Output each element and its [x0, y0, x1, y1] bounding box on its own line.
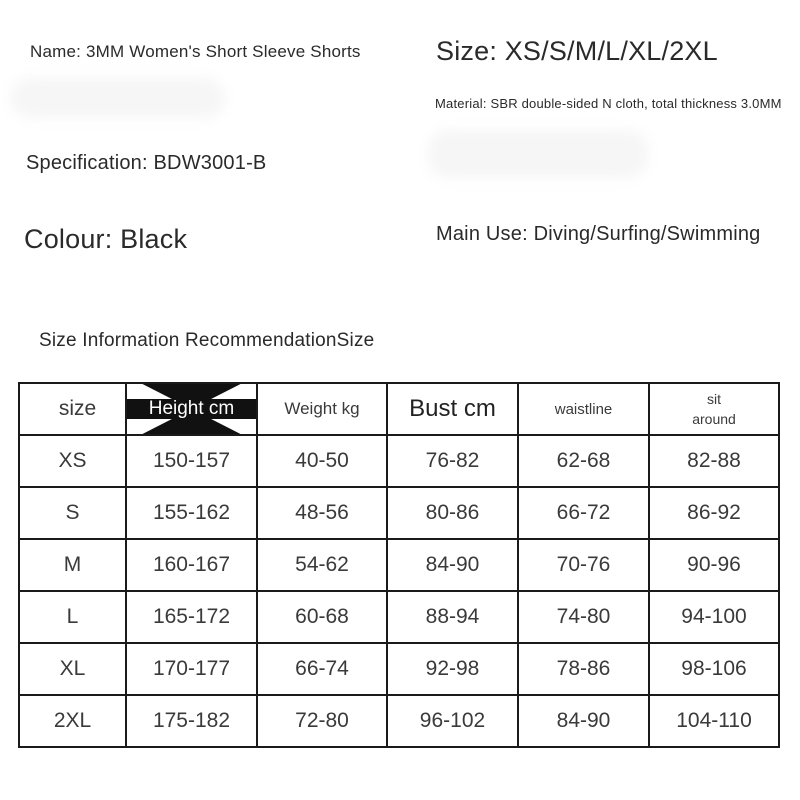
cell-size: 2XL — [19, 695, 126, 747]
cell-waistline: 78-86 — [518, 643, 649, 695]
table-header-row — [19, 383, 779, 435]
header-bust: Bust cm — [387, 383, 518, 435]
cell-bust: 84-90 — [387, 539, 518, 591]
cell-sit-around: 82-88 — [649, 435, 779, 487]
cell-bust: 80-86 — [387, 487, 518, 539]
table-row — [19, 487, 779, 539]
product-colour: Colour: Black — [24, 224, 188, 254]
cell-sit-around: 94-100 — [649, 591, 779, 643]
table-row — [19, 539, 779, 591]
cell-bust: 88-94 — [387, 591, 518, 643]
cell-height: 155-162 — [126, 487, 257, 539]
cell-sit-around: 104-110 — [649, 695, 779, 747]
cell-bust: 96-102 — [387, 695, 518, 747]
header-sit-around — [649, 383, 779, 435]
product-sizes: Size: XS/S/M/L/XL/2XL — [436, 36, 718, 66]
cell-weight: 66-74 — [257, 643, 387, 695]
table-row — [19, 695, 779, 747]
header-size: size — [19, 383, 126, 435]
product-main-use: Main Use: Diving/Surfing/Swimming — [436, 223, 761, 245]
cell-size: S — [19, 487, 126, 539]
cell-weight: 72-80 — [257, 695, 387, 747]
product-name: Name: 3MM Women's Short Sleeve Shorts — [30, 42, 361, 61]
cell-waistline: 84-90 — [518, 695, 649, 747]
cell-bust: 76-82 — [387, 435, 518, 487]
header-height-label: Height cm — [148, 398, 235, 419]
product-specification: Specification: BDW3001-B — [26, 152, 267, 174]
cell-size: XS — [19, 435, 126, 487]
header-sit-line2: around — [692, 411, 736, 427]
cell-sit-around: 86-92 — [649, 487, 779, 539]
cell-waistline: 70-76 — [518, 539, 649, 591]
cell-height: 150-157 — [126, 435, 257, 487]
product-material: Material: SBR double-sided N cloth, total thickness 3.0MM — [435, 96, 782, 111]
table-row — [19, 435, 779, 487]
header-waistline: waistline — [518, 383, 649, 435]
header-weight: Weight kg — [257, 383, 387, 435]
cell-weight: 54-62 — [257, 539, 387, 591]
header-height — [126, 383, 257, 435]
cell-waistline: 74-80 — [518, 591, 649, 643]
table-row — [19, 643, 779, 695]
cell-waistline: 66-72 — [518, 487, 649, 539]
cell-height: 160-167 — [126, 539, 257, 591]
cell-size: XL — [19, 643, 126, 695]
cell-sit-around: 98-106 — [649, 643, 779, 695]
cell-weight: 48-56 — [257, 487, 387, 539]
cell-weight: 60-68 — [257, 591, 387, 643]
cell-size: M — [19, 539, 126, 591]
cell-size: L — [19, 591, 126, 643]
cell-height: 165-172 — [126, 591, 257, 643]
table-row — [19, 591, 779, 643]
cell-height: 170-177 — [126, 643, 257, 695]
cell-height: 175-182 — [126, 695, 257, 747]
cell-sit-around: 90-96 — [649, 539, 779, 591]
cell-bust: 92-98 — [387, 643, 518, 695]
cell-weight: 40-50 — [257, 435, 387, 487]
table-caption: Size Information RecommendationSize — [39, 330, 375, 351]
header-sit-line1: sit — [707, 391, 721, 407]
cell-waistline: 62-68 — [518, 435, 649, 487]
size-chart-table — [18, 382, 780, 748]
